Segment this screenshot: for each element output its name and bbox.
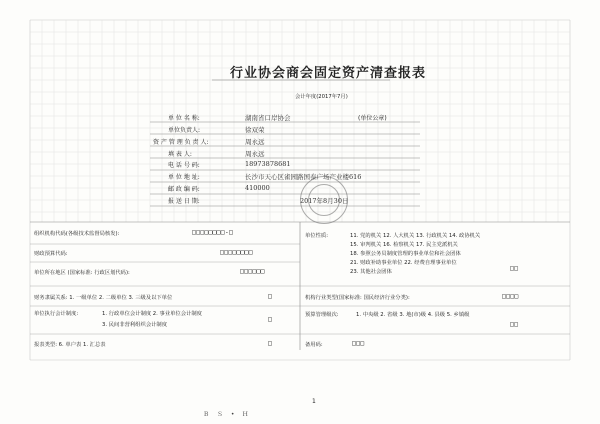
budget-label: 预算管理级次: — [305, 312, 339, 318]
label-postcode: 邮 政 编 码: — [168, 186, 200, 193]
label-filler: 填 表 人: — [168, 151, 192, 158]
unit-type-boxes[interactable]: □□ — [510, 264, 519, 272]
label-phone: 电 话 号 码: — [168, 162, 200, 169]
official-seal-inner — [308, 184, 340, 216]
value-asset-manager: 周永远 — [245, 138, 265, 146]
relation-box[interactable]: □ — [268, 292, 273, 300]
report-type-label: 报表类型: 6. 单户表 1. 汇总表 — [34, 342, 106, 348]
industry-boxes[interactable]: □□□□ — [502, 292, 519, 300]
value-unit-name: 湖南省口岸协会 — [245, 114, 291, 122]
relation-label: 财务隶属关系: 1. 一级单位 2. 二级单位 3. 三级及以下单位 — [34, 295, 173, 301]
handwritten-mark: Ｂ Ｓ • Ｈ — [203, 411, 252, 418]
budget-options: 1. 中央级 2. 省级 3. 地(市)级 4. 县级 5. 乡镇级 — [356, 312, 470, 318]
accounting-box[interactable]: □ — [268, 315, 273, 323]
label-asset-manager: 资 产 管 理 负 责 人: — [153, 139, 209, 146]
value-submit-date: 2017年8月30日 — [300, 197, 349, 205]
finance-code-boxes[interactable]: □□□□□□□□ — [220, 248, 253, 256]
accounting-label: 单位执行会计制度: — [34, 311, 79, 317]
value-unit-head: 徐双荣 — [245, 126, 265, 134]
unit-type-option-5: 23. 其他社会团体 — [350, 269, 392, 275]
value-filler: 周永远 — [245, 150, 265, 158]
value-phone: 18973878681 — [245, 160, 291, 168]
finance-code-label: 财政预算代码: — [34, 251, 68, 257]
label-unit-head: 单位负责人: — [168, 127, 201, 134]
filed-boxes[interactable]: □□□ — [352, 339, 365, 347]
unit-type-option-1: 11. 党的机关 12. 人大机关 13. 行政机关 14. 政协机关 — [350, 233, 481, 239]
unit-type-label: 单位性质: — [305, 233, 328, 239]
unit-type-option-4: 21. 财政补助事业单位 22. 经费自理事业单位 — [350, 260, 457, 266]
value-postcode: 410000 — [245, 184, 270, 192]
fiscal-year: 会计年度(2017年7月) — [295, 94, 348, 100]
unit-seal-label: (单位公章) — [358, 115, 387, 122]
industry-label: 机构行业类型(国家标准: 国民经济行业分类): — [305, 295, 410, 301]
org-code-boxes[interactable]: □□□□□□□□-□ — [192, 228, 234, 236]
report-type-box[interactable]: □ — [268, 339, 273, 347]
label-unit-name: 单 位 名 称: — [168, 115, 200, 122]
filed-label: 备用码: — [305, 342, 323, 348]
unit-type-option-2: 15. 审判机关 16. 检察机关 17. 民主党派机关 — [350, 242, 458, 248]
accounting-option-2: 3. 民间非营利组织会计制度 — [102, 322, 168, 328]
location-label: 单位所在地区 (国家标准: 行政区划代码): — [34, 270, 130, 276]
location-boxes[interactable]: □□□□□□ — [240, 267, 265, 275]
form-title: 行业协会商会固定资产清查报表 — [230, 66, 427, 81]
label-submit-date: 报 送 日 期: — [168, 198, 200, 205]
accounting-option-1: 1. 行政单位会计制度 2. 事业单位会计制度 — [102, 311, 202, 317]
budget-boxes[interactable]: □□ — [510, 320, 519, 328]
org-code-label: 组织机构代码(各级技术监督局核发): — [34, 231, 120, 237]
page-number: 1 — [312, 398, 316, 405]
label-address: 单 位 地 址: — [168, 174, 200, 181]
unit-type-option-3: 18. 参照公务员制度管理的事业单位和社会团体 — [350, 251, 461, 257]
value-address: 长沙市天心区雀园路国泰广场产业楼616 — [245, 173, 362, 181]
